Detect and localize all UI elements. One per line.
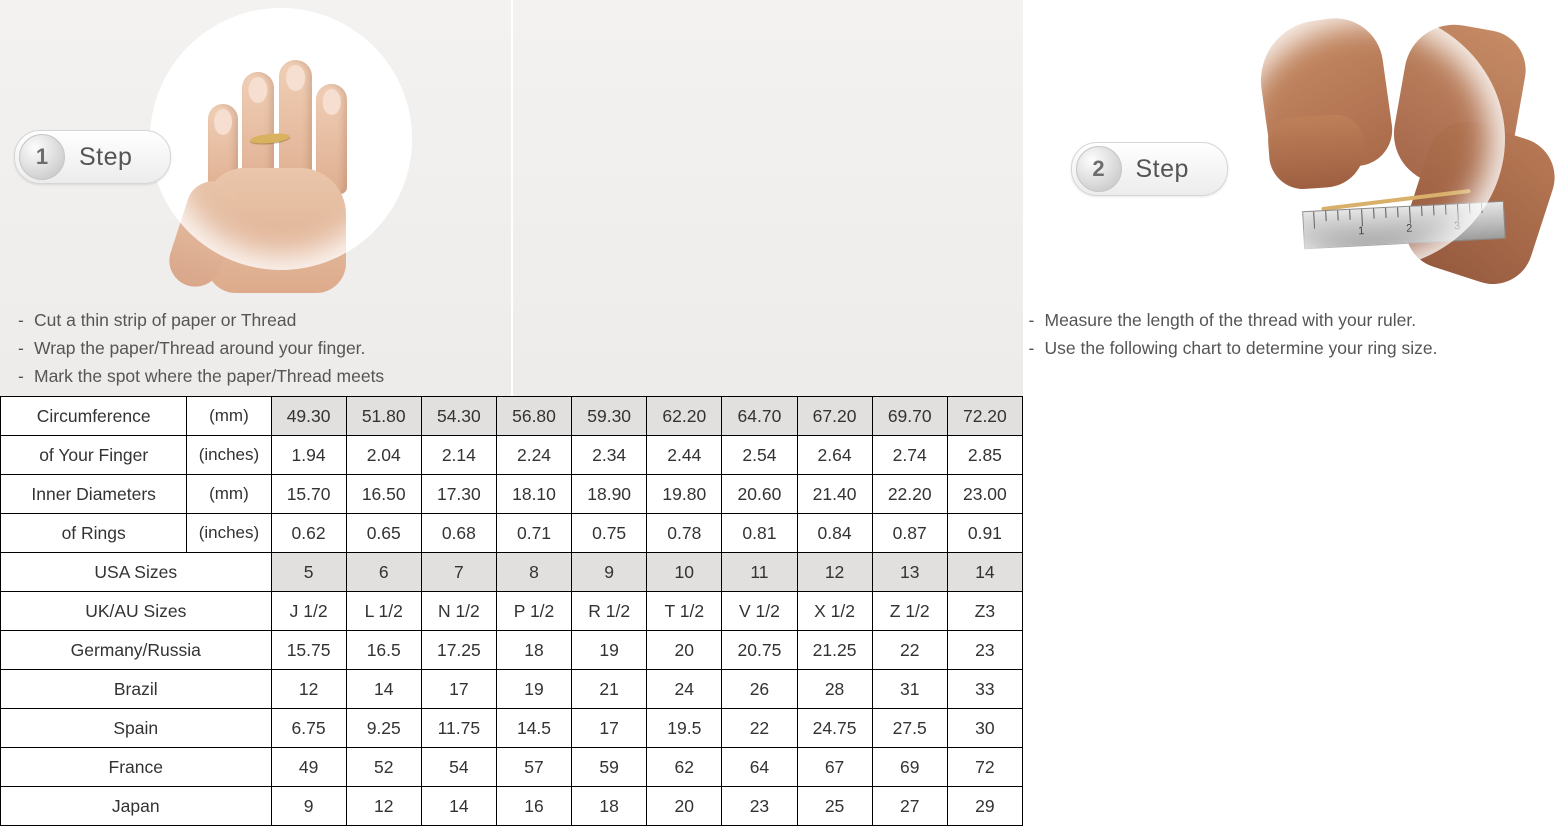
cell: T 1/2 (647, 592, 722, 631)
cell: 54.30 (421, 397, 496, 436)
cell: 24.75 (797, 709, 872, 748)
cell: X 1/2 (797, 592, 872, 631)
cell: 69.70 (872, 397, 947, 436)
cell: 15.70 (271, 475, 346, 514)
cell: 11.75 (421, 709, 496, 748)
cell: P 1/2 (496, 592, 571, 631)
step-panel-1 (0, 0, 513, 396)
cell: 17.25 (421, 631, 496, 670)
cell: 2.04 (346, 436, 421, 475)
cell: 9.25 (346, 709, 421, 748)
cell: 59 (572, 748, 647, 787)
cell: 10 (647, 553, 722, 592)
step-2-bullet-2: - Use the following chart to determine your ring size. (1028, 338, 1438, 358)
cell: 72 (947, 748, 1022, 787)
cell: 0.68 (421, 514, 496, 553)
cell: 18.90 (572, 475, 647, 514)
cell: 27 (872, 787, 947, 826)
cell: 18 (572, 787, 647, 826)
step-1-number: 1 (19, 134, 65, 180)
cell: 2.24 (496, 436, 571, 475)
cell: 2.64 (797, 436, 872, 475)
step-2-bullets (1029, 306, 1438, 362)
cell: 52 (346, 748, 421, 787)
step-1-bullets (18, 306, 384, 390)
cell: V 1/2 (722, 592, 797, 631)
bullet-text: Cut a thin strip of paper or Thread (34, 310, 297, 330)
cell: Z3 (947, 592, 1022, 631)
cell: 8 (496, 553, 571, 592)
cell: 19 (572, 631, 647, 670)
cell: 0.75 (572, 514, 647, 553)
cell: 67 (797, 748, 872, 787)
cell: 67.20 (797, 397, 872, 436)
bullet-text: Wrap the paper/Thread around your finger. (34, 338, 366, 358)
table-row (1, 436, 1023, 475)
cell: 14.5 (496, 709, 571, 748)
row-unit: (inches) (187, 514, 271, 553)
cell: 0.87 (872, 514, 947, 553)
step-2-photo (1225, 8, 1505, 270)
cell: 54 (421, 748, 496, 787)
cell: 12 (797, 553, 872, 592)
cell: 1.94 (271, 436, 346, 475)
cell: 20 (647, 787, 722, 826)
cell: 57 (496, 748, 571, 787)
cell: 7 (421, 553, 496, 592)
cell: J 1/2 (271, 592, 346, 631)
cell: 0.65 (346, 514, 421, 553)
cell: 20 (647, 631, 722, 670)
cell: 51.80 (346, 397, 421, 436)
cell: 62.20 (647, 397, 722, 436)
bullet-text: Use the following chart to determine your ring size. (1044, 338, 1438, 358)
cell: 17 (421, 670, 496, 709)
cell: 62 (647, 748, 722, 787)
steps-section (0, 0, 1461, 396)
row-unit: (mm) (187, 397, 271, 436)
row-label: France (1, 748, 272, 787)
step-2-number: 2 (1076, 146, 1122, 192)
cell: 22 (872, 631, 947, 670)
step-1-bullet-2: - Wrap the paper/Thread around your finger. (18, 338, 366, 358)
cell: 20.75 (722, 631, 797, 670)
row-label: USA Sizes (1, 553, 272, 592)
table-row (1, 631, 1023, 670)
cell: 18.10 (496, 475, 571, 514)
row-unit: (inches) (187, 436, 271, 475)
cell: L 1/2 (346, 592, 421, 631)
row-unit: (mm) (187, 475, 271, 514)
cell: 69 (872, 748, 947, 787)
cell: R 1/2 (572, 592, 647, 631)
cell: 64.70 (722, 397, 797, 436)
cell: 2.14 (421, 436, 496, 475)
cell: 29 (947, 787, 1022, 826)
cell: 24 (647, 670, 722, 709)
cell: 33 (947, 670, 1022, 709)
cell: 14 (947, 553, 1022, 592)
step-panel-2 (513, 0, 1461, 396)
row-label: Brazil (1, 670, 272, 709)
cell: 19.80 (647, 475, 722, 514)
cell: 2.85 (947, 436, 1022, 475)
cell: 0.84 (797, 514, 872, 553)
cell: 59.30 (572, 397, 647, 436)
cell: 9 (271, 787, 346, 826)
table-row (1, 787, 1023, 826)
row-label: Spain (1, 709, 272, 748)
step-2-label: Step (1135, 154, 1189, 183)
cell: 6.75 (271, 709, 346, 748)
cell: 28 (797, 670, 872, 709)
cell: 25 (797, 787, 872, 826)
cell: 6 (346, 553, 421, 592)
ruler-number: 1 (1357, 225, 1365, 238)
bullet-text: Measure the length of the thread with your ruler. (1044, 310, 1417, 330)
cell: 0.62 (271, 514, 346, 553)
cell: 0.91 (947, 514, 1022, 553)
cell: 2.74 (872, 436, 947, 475)
cell: 11 (722, 553, 797, 592)
row-label: Circumference (1, 397, 187, 436)
cell: 16.5 (346, 631, 421, 670)
cell: 5 (271, 553, 346, 592)
cell: 49.30 (271, 397, 346, 436)
step-2-bullet-1: - Measure the length of the thread with your ruler. (1028, 310, 1417, 330)
step-1-bullet-1: - Cut a thin strip of paper or Thread (18, 310, 297, 330)
cell: 23 (722, 787, 797, 826)
row-label: Inner Diameters (1, 475, 187, 514)
row-label: of Your Finger (1, 436, 187, 475)
cell: 27.5 (872, 709, 947, 748)
cell: Z 1/2 (872, 592, 947, 631)
cell: 19.5 (647, 709, 722, 748)
cell: 13 (872, 553, 947, 592)
table-row (1, 748, 1023, 787)
cell: 64 (722, 748, 797, 787)
cell: 17.30 (421, 475, 496, 514)
cell: 49 (271, 748, 346, 787)
ring-size-table (0, 396, 1023, 826)
cell: 23 (947, 631, 1022, 670)
step-1-label: Step (79, 142, 133, 171)
cell: 21.25 (797, 631, 872, 670)
cell: 16 (496, 787, 571, 826)
cell: 0.81 (722, 514, 797, 553)
cell: 14 (421, 787, 496, 826)
cell: 22.20 (872, 475, 947, 514)
table-row (1, 514, 1023, 553)
row-label: UK/AU Sizes (1, 592, 272, 631)
row-label: Japan (1, 787, 272, 826)
step-2-badge (1071, 142, 1228, 196)
cell: 2.34 (572, 436, 647, 475)
cell: 12 (271, 670, 346, 709)
cell: 26 (722, 670, 797, 709)
ruler-number: 3 (1453, 220, 1461, 233)
table-row (1, 709, 1023, 748)
cell: 30 (947, 709, 1022, 748)
cell: 17 (572, 709, 647, 748)
table-row (1, 475, 1023, 514)
cell: 21.40 (797, 475, 872, 514)
cell: 15.75 (271, 631, 346, 670)
step-1-bullet-3: - Mark the spot where the paper/Thread meets (18, 366, 385, 386)
cell: 0.71 (496, 514, 571, 553)
cell: 22 (722, 709, 797, 748)
cell: 18 (496, 631, 571, 670)
cell: 9 (572, 553, 647, 592)
row-label: of Rings (1, 514, 187, 553)
cell: N 1/2 (421, 592, 496, 631)
cell: 2.44 (647, 436, 722, 475)
hand-illustration (192, 50, 372, 280)
cell: 56.80 (496, 397, 571, 436)
table-row (1, 592, 1023, 631)
step-1-badge (14, 130, 171, 184)
cell: 12 (346, 787, 421, 826)
cell: 21 (572, 670, 647, 709)
cell: 31 (872, 670, 947, 709)
cell: 72.20 (947, 397, 1022, 436)
cell: 23.00 (947, 475, 1022, 514)
bullet-text: Mark the spot where the paper/Thread meets (34, 366, 385, 386)
cell: 19 (496, 670, 571, 709)
cell: 2.54 (722, 436, 797, 475)
step-1-photo (150, 8, 412, 270)
cell: 20.60 (722, 475, 797, 514)
cell: 0.78 (647, 514, 722, 553)
cell: 16.50 (346, 475, 421, 514)
table-row (1, 670, 1023, 709)
cell: 14 (346, 670, 421, 709)
ruler-number: 2 (1405, 222, 1413, 235)
table-row (1, 553, 1023, 592)
table-row (1, 397, 1023, 436)
row-label: Germany/Russia (1, 631, 272, 670)
